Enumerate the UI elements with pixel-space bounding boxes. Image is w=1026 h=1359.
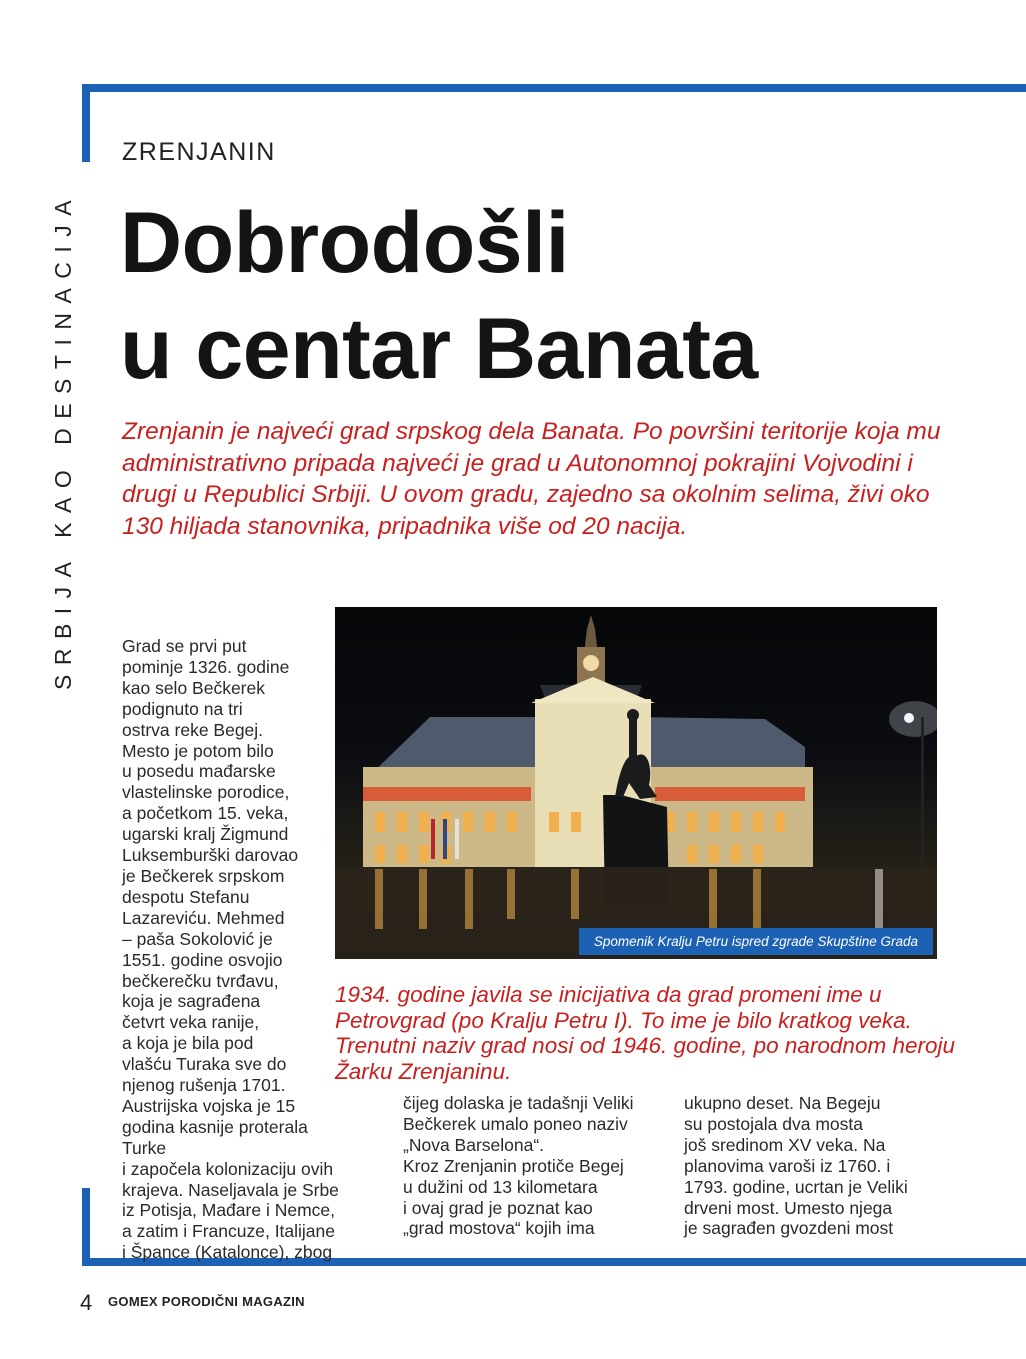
frame-top-rule bbox=[82, 84, 1026, 92]
body-column-3: ukupno deset. Na Begeju su postojala dva mosta još sredinom XV veka. Na planovima varoši iz 1760. i 1793. godine, ucrtan je Veliki drveni most. Umesto njega je sagrađen gvozdeni most bbox=[684, 1093, 908, 1239]
pull-quote: 1934. godine javila se inicijativa da grad promeni ime u Petrovgrad (po Kralju Petru I). To ime je bilo kratkog veka. Trenutni naziv grad nosi od 1946. godine, po narodnom heroju Žarku Zrenjaninu. bbox=[335, 982, 956, 1084]
photo-caption: Spomenik Kralju Petru ispred zgrade Skupštine Grada bbox=[579, 928, 933, 955]
magazine-name: GOMEX PORODIČNI MAGAZIN bbox=[108, 1294, 305, 1309]
section-label: SRBIJA KAO DESTINACIJA bbox=[50, 190, 76, 690]
city-hall-photo bbox=[335, 607, 937, 959]
frame-left-top-rule bbox=[82, 84, 90, 162]
kicker: ZRENJANIN bbox=[122, 138, 276, 166]
lead-paragraph: Zrenjanin je najveći grad srpskog dela Banata. Po površini teritorije koja mu administrativno pripada najveći je grad u Autonomnoj pokrajini Vojvodini i drugi u Republici Srbiji. U ovom gradu, zajedno sa okolnim selima, živi oko 130 hiljada stanovnika, pripadnika više od 20 nacija. bbox=[122, 418, 941, 540]
body-column-2: čijeg dolaska je tadašnji Veliki Bečkerek umalo poneo naziv „Nova Barselona“. Kroz Zrenjanin protiče Begej u dužini od 13 kilometara i ovaj grad je poznat kao „grad mostova“ kojih ima bbox=[403, 1093, 634, 1239]
page-number: 4 bbox=[80, 1290, 93, 1315]
page-title bbox=[120, 190, 1000, 402]
headline-line-1: Dobrodošli bbox=[120, 195, 569, 291]
city-hall-night-illustration bbox=[335, 607, 937, 959]
frame-left-bottom-rule bbox=[82, 1188, 90, 1266]
body-column-1: Grad se prvi put pominje 1326. godine kao selo Bečkerek podignuto na tri ostrva reke Begej. Mesto je potom bilo u posedu mađarske vlastelinske porodice, a početkom 15. veka, ugarski kralj Žigmund Luksemburški darovao je Bečkerek srpskom despotu Stefanu Lazareviću. Mehmed – paša Sokolović je 1551. godine osvojio bečkerečku tvrđavu, koja je sagrađena četvrt veka ranije, a koja je bila pod vlašću Turaka sve do njenog rušenja 1701. Austrijska vojska je 15 godina kasnije proterala Turke i započela kolonizaciju ovih krajeva. Naseljavala je Srbe iz Potisja, Mađare i Nemce, a zatim i Francuze, Italijane i Špance (Katalonce), zbog bbox=[122, 636, 339, 1263]
headline-line-2: u centar Banata bbox=[120, 301, 758, 397]
